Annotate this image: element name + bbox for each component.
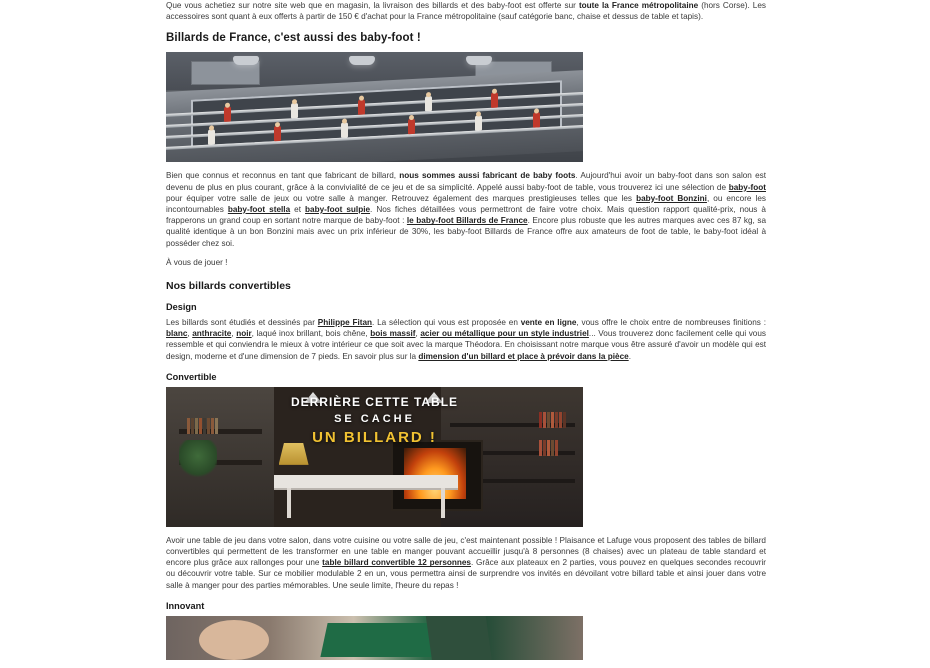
design-paragraph	[166, 317, 766, 362]
subsection-title-innovant: Innovant	[166, 600, 205, 611]
innovant-photo	[166, 616, 583, 660]
link-baby-foot-billards-de-france[interactable]: le baby-foot Billards de France	[406, 216, 528, 226]
photo-plant	[179, 440, 217, 480]
link-finition-bois-massif[interactable]: bois massif	[370, 329, 416, 339]
overlay-line-1: DERRIÈRE CETTE TABLE	[290, 395, 459, 410]
link-finition-anthracite[interactable]: anthracite	[192, 329, 232, 339]
bf-t5: et	[290, 205, 306, 215]
link-finition-blanc[interactable]: blanc	[166, 329, 188, 339]
link-baby-foot-sulpie[interactable]: baby-foot sulpie	[305, 205, 371, 215]
ds-t6: , laqué inox brillant, bois chêne,	[251, 329, 371, 339]
link-finition-acier-metallique[interactable]: acier ou métallique pour un style industriel	[420, 329, 589, 339]
link-finition-noir[interactable]: noir	[236, 329, 252, 339]
subsection-title-design: Design	[166, 302, 197, 313]
convertible-billard-photo	[166, 387, 583, 527]
intro-paragraph	[166, 0, 766, 22]
intro-text-1: Que vous achetiez sur notre site web que en magasin, la livraison des billards et des baby-foot est offerte sur	[166, 1, 579, 10]
bf-t1: Bien que connus et reconnus en tant que fabricant de billard,	[166, 171, 400, 181]
ds-t8: ... Vous trouverez donc facilement celle qui vous ressemble et qui conviendra le mieux à votre intérieur ce que soit avec la marque Théodora. En choisissant notre marque vous être assuré d'avoir un modèle qui est design, moderne et d'une dimension de 7 pieds. En savoir plus sur la	[166, 329, 766, 361]
photo-shape-1	[199, 620, 269, 660]
photo-fire	[404, 448, 467, 498]
link-philippe-fitan[interactable]: Philippe Fitan	[317, 318, 373, 328]
section-title-billards-convertibles: Nos billards convertibles	[166, 280, 291, 293]
photo-dining-table	[274, 475, 457, 488]
ds-t7: ,	[415, 329, 421, 339]
photo-lamp	[279, 443, 309, 465]
link-dimension-billard[interactable]: dimension d'un billard et place à prévoir dans la pièce	[418, 351, 629, 361]
babyfoot-closing: À vous de jouer !	[166, 257, 228, 267]
babyfoot-paragraph	[166, 170, 766, 248]
cv-t1: Avoir une table de jeu dans votre salon, dans votre cuisine ou votre salle de jeu, c'est maintenant possible ! Plaisance et Lafuge vous proposent des tables de billard convertibles qui permettent de les transformer en une table en manger pouvant accueillir jusqu'à 8 personnes (8 chaises) avec un plateau de table standard et encore plus grâce aux rallonges pour une	[166, 535, 766, 568]
subsection-title-convertible: Convertible	[166, 371, 217, 382]
ds-t4: ,	[187, 329, 193, 339]
photo-lamp-2	[349, 56, 375, 65]
ds-b1: vente en ligne	[520, 318, 577, 328]
baby-foot-photo	[166, 52, 583, 162]
photo-table-leg-2	[441, 488, 445, 519]
bf-t6: . Nos fiches détaillées vous permettront de faire votre choix. Mais question rapport qualité-prix, nous à frapperons un grand coup en sortant notre marque de baby-foot :	[166, 205, 766, 226]
link-baby-foot-bonzini[interactable]: baby-foot Bonzini	[636, 193, 707, 203]
intro-text-2: (hors Corse). Les accessoires sont quant à eux offerts à partir de 150 € d'achat pour la France métropolitaine (sauf catégorie banc, chaise et dessus de table et tapis).	[166, 1, 766, 22]
ds-t2: . La sélection qui vous est proposée en	[372, 318, 521, 328]
photo-table-leg-1	[287, 488, 291, 519]
overlay-line-2: SE CACHE	[334, 413, 415, 426]
overlay-line-3: UN BILLARD !	[312, 428, 437, 446]
link-table-billard-convertible-12-personnes[interactable]: table billard convertible 12 personnes	[322, 558, 471, 568]
link-baby-foot-stella[interactable]: baby-foot stella	[227, 205, 291, 215]
ds-t1: Les billards sont étudiés et dessinés par	[166, 318, 318, 328]
bf-t3: pour équiper votre salle de jeux ou votre salle à manger. Retrouvez également des marques prestigieuses telles que les	[166, 193, 637, 203]
link-baby-foot[interactable]: baby-foot	[728, 182, 766, 192]
ds-t5: ,	[231, 329, 237, 339]
ds-t3: , vous offre le choix entre de nombreuses finitions :	[576, 318, 766, 328]
ds-t9: .	[628, 351, 631, 361]
section-title-babyfoot: Billards de France, c'est aussi des baby-foot !	[166, 32, 421, 45]
convertible-paragraph	[166, 535, 766, 591]
bf-t4: , ou encore les incontournables	[166, 193, 766, 215]
bf-t7: . Encore plus robuste que les autres marques avec ces 87 kg, sa qualité identique à un bon Bonzini mais avec un prix inférieur de 30%, les baby-foot Billards de France offre aux amateurs de foot de table, le baby-foot idéal à posséder chez soi.	[166, 216, 767, 248]
bf-t2: . Aujourd'hui avoir un baby-foot dans son salon est devenu de plus en plus courant, grâce à la convivialité de ce jeu et de sa simplicité. Appelé aussi baby-foot de table, vous trouverez ici une sélection de	[166, 171, 766, 192]
photo-shape-3	[425, 616, 491, 660]
cv-t2: . Grâce aux plateaux en 2 parties, vous pouvez en quelques secondes recouvrir ou découvrir votre table. Sur ce mobilier modulable 2 en un, vous permettra ainsi de surprendre vos invités en dévoilant votre billard table et ainsi jouer dans votre salle à manger pour des parties mémorables. Une seule limite, l'heure du repas !	[166, 558, 767, 590]
intro-bold-1: toute la France métropolitaine	[578, 1, 699, 10]
article-content	[166, 0, 766, 668]
photo-lamp-1	[233, 56, 259, 65]
photo-lamp-3	[466, 56, 492, 65]
bf-b1: nous sommes aussi fabricant de baby foots	[399, 171, 576, 181]
